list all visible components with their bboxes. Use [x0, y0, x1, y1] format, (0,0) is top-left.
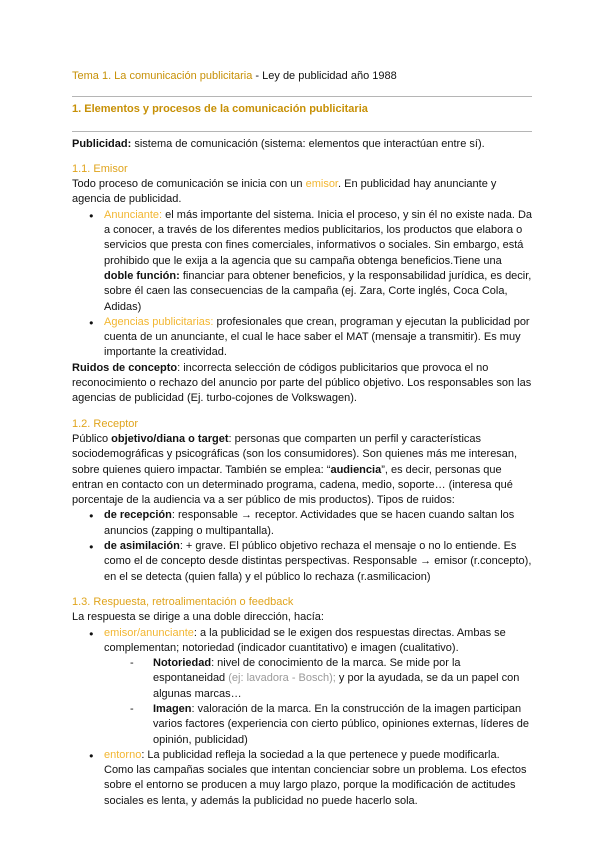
entorno-term: entorno: [104, 748, 142, 761]
ruidos-list: [72, 508, 532, 584]
topic-title: Tema 1. La comunicación publicitaria: [72, 70, 253, 82]
target-term: objetivo/diana o target: [111, 432, 229, 445]
sublist-item-notoriedad: [72, 656, 532, 702]
definition-text: sistema de comunicación (sistema: elementos que interactúan entre sí).: [131, 137, 485, 150]
asimilacion-text: : + grave. El público objetivo rechaza el mensaje o no lo entiende. Es como el de concepto desde distintas perspectivas. Responsable → emisor (r.concepto), en el se detecta (quien falla) y el público lo rechaza (r.asmilicacion): [104, 540, 532, 583]
section-heading-respuesta: 1.3. Respuesta, retroalimentación o feedback: [72, 595, 294, 608]
anunciante-text: el más importante del sistema. Inicia el proceso, y sin él no existe nada. Da a conocer, a través de los diferentes medios publicitarios, los productos que elabora o servicios que presta con fines comerciales, informativos o sociales. Sin embargo, está prohibido que le exija a la agencia que su campaña obtenga beneficios.Tiene una: [104, 208, 533, 267]
doble-funcion-term: doble función:: [104, 269, 180, 282]
notoriedad-example: (ej: lavadora - Bosch);: [228, 672, 336, 685]
emisor-intro: [72, 177, 532, 208]
ruidos-text: : incorrecta selección de códigos publicitarios que provoca el no reconocimiento o rechazo del anuncio por parte del público objetivo. Los responsables son las agencias de publicidad (Ej. turbo-cojones de Volkswagen).: [72, 361, 532, 405]
audiencia-term: audiencia: [330, 463, 382, 476]
respuesta-intro: La respuesta se dirige a una doble dirección, hacía:: [72, 611, 324, 624]
anunciante-text-rest: financiar para obtener beneficios, y la responsabilidad jurídica, es decir, sobre él caen las consecuencias de la campaña (ej. Zara, Corte inglés, Coca Cola, Adidas): [104, 269, 532, 313]
document-page: [72, 68, 532, 809]
emisor-intro-rest: . En publicidad hay anunciante y agencia de publicidad.: [72, 178, 497, 206]
emisor-anunciante-term: emisor/anunciante: [104, 626, 194, 639]
definition-term: Publicidad:: [72, 137, 132, 150]
emisor-anunciante-text: : a la publicidad se le exigen dos respuestas directas. Ambas se complementan; notoriedad (indicador cuantitativo) e imagen (cualitativo).: [104, 626, 506, 654]
anunciante-term: Anunciante:: [104, 208, 163, 221]
emisor-keyword: emisor: [305, 178, 338, 191]
list-item-agencias: [72, 315, 532, 361]
respuesta-sublist: [72, 656, 532, 748]
respuesta-list-2: [72, 748, 532, 809]
topic-subtitle: - Ley de publicidad año 1988: [252, 70, 397, 82]
receptor-paragraph: [72, 432, 532, 508]
section-heading-receptor: 1.2. Receptor: [72, 417, 139, 430]
section-heading-1: 1. Elementos y procesos de la comunicación publicitaria: [72, 103, 368, 116]
list-item-emisor-anunciante: [72, 626, 532, 657]
list-item-anunciante: [72, 208, 532, 315]
divider-section: [72, 131, 532, 132]
receptor-text-c: ”, es decir, personas que entran en contacto con un determinado programa, cadena, medio, soporte… (interesa qué porcentaje de la audiencia va a ser público de mis productos). Tipos de ruidos:: [72, 463, 513, 507]
agencias-term: Agencias publicitarias:: [104, 315, 214, 328]
sublist-item-imagen: [72, 702, 532, 748]
recepcion-term: de recepción: [104, 509, 172, 522]
agencias-text: profesionales que crean, programan y ejecutan la publicidad por cuenta de un anunciante, el cual le hace saber el MAT (mensaje a transmitir). Es muy importante la creatividad.: [104, 315, 530, 359]
notoriedad-term: Notoriedad: [153, 657, 212, 670]
emisor-list: [72, 208, 532, 361]
recepcion-text: : responsable → receptor. Actividades que se hacen cuando saltan los anuncios (zapping o multipantalla).: [104, 509, 515, 537]
emisor-intro-text: Todo proceso de comunicación se inicia con un: [72, 178, 306, 191]
imagen-text: : valoración de la marca. En la construcción de la imagen participan varios factores (experiencia con cierto público, opiniones externas, líderes de opinión, publicidad): [153, 702, 530, 746]
receptor-text-a: Público: [72, 432, 112, 445]
divider-top: [72, 96, 532, 97]
notoriedad-text-rest: y por la ayudada, se da un papel con algunas marcas…: [153, 672, 520, 700]
list-item-asimilacion: [72, 539, 532, 585]
ruidos-concepto: [72, 361, 532, 407]
asimilacion-term: de asimilación: [104, 540, 180, 553]
entorno-text: : La publicidad refleja la sociedad a la que pertenece y puede modificarla. Como las campañas sociales que intentan concienciar sobre un problema. Los efectos sobre el entorno se producen a muy largo plazo, porque la modificación de actitudes sociales es lenta, y además la publicidad no puede hacerlo sola.: [104, 748, 527, 807]
receptor-text-b: : personas que comparten un perfil y características sociodemográficas y psicográficas (son los consumidores). Son quienes más me interesan, sobre quienes quiero impactar. También se emplea: “: [72, 432, 518, 476]
section-heading-emisor: 1.1. Emisor: [72, 162, 128, 175]
imagen-term: Imagen: [153, 702, 192, 715]
document-header: [72, 69, 532, 84]
ruidos-term: Ruidos de concepto: [72, 361, 178, 374]
definition-publicidad: [72, 137, 532, 152]
list-item-entorno: [72, 748, 532, 809]
respuesta-list: [72, 626, 532, 657]
list-item-recepcion: [72, 508, 532, 539]
notoriedad-text: : nivel de conocimiento de la marca. Se mide por la espontaneidad: [153, 657, 461, 685]
